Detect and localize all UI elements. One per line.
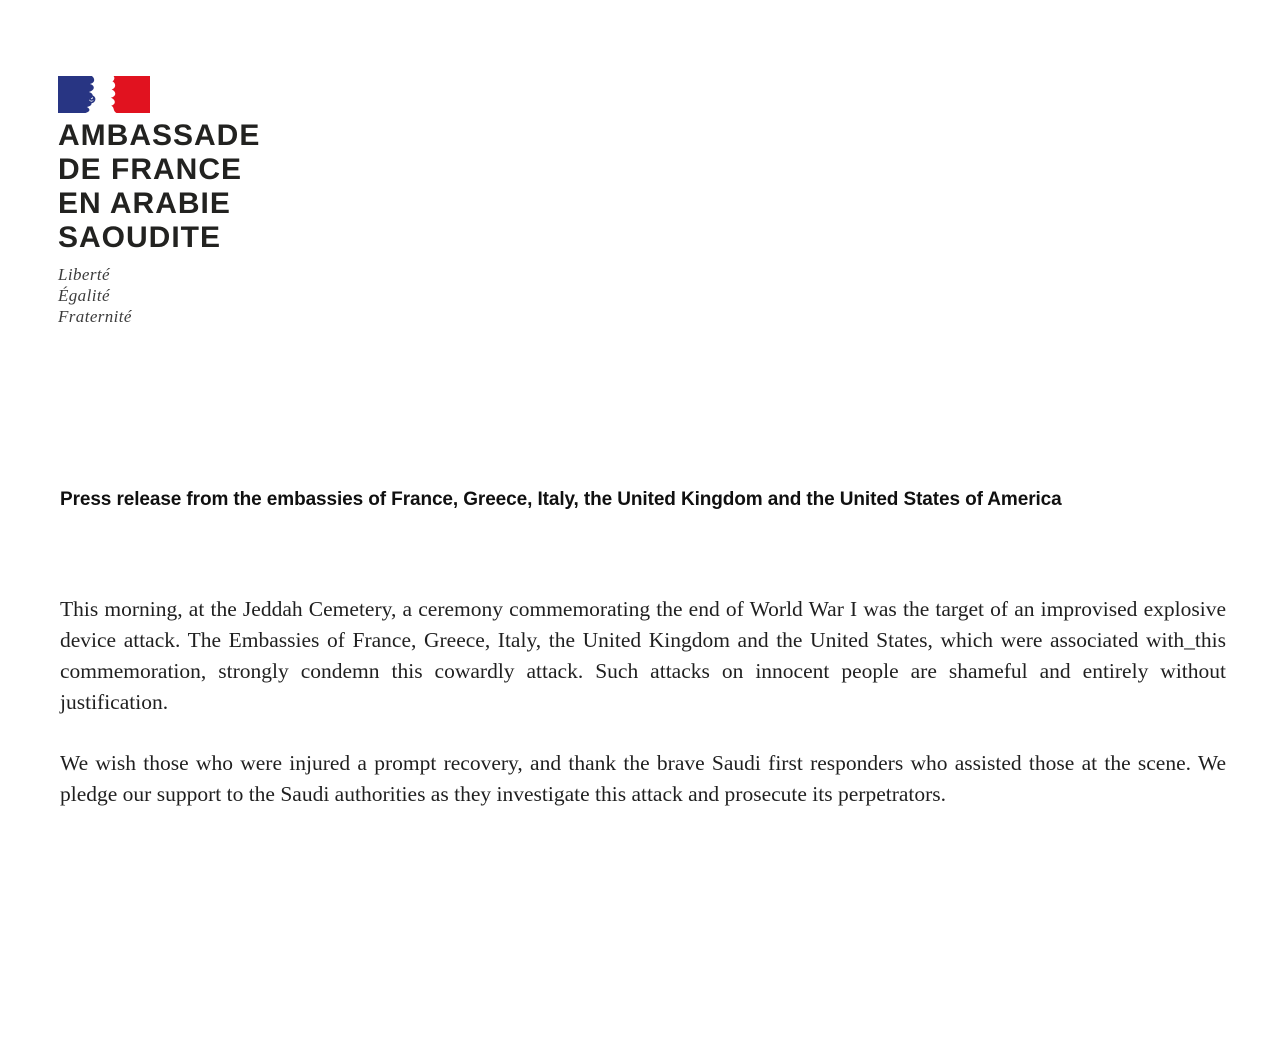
motto-line: Fraternité: [58, 307, 132, 326]
paragraph-2: We wish those who were injured a prompt recovery, and thank the brave Saudi first responders who assisted those at the scene. We pledge our support to the Saudi authorities as they investigate this attack and prosecute its perpetrators.: [60, 751, 1226, 806]
embassy-name: [58, 119, 260, 255]
embassy-name-line: DE FRANCE: [58, 153, 243, 186]
embassy-name-line: EN ARABIE: [58, 187, 231, 220]
motto-line: Liberté: [58, 265, 110, 284]
embassy-name-line: SAOUDITE: [58, 221, 222, 254]
embassy-logo: [58, 76, 260, 327]
republic-motto: [58, 264, 260, 327]
french-flag-icon: [58, 76, 150, 114]
motto-line: Égalité: [58, 286, 110, 305]
press-release-title: Press release from the embassies of France, Greece, Italy, the United Kingdom and the United States of America: [60, 489, 1062, 510]
paragraph-1: This morning, at the Jeddah Cemetery, a ceremony commemorating the end of World War I was the target of an improvised explosive device attack. The Embassies of France, Greece, Italy, the United Kingdom and the United States, which were associated with_this commemoration, strongly condemn this cowardly attack. Such attacks on innocent people are shameful and entirely without justification.: [60, 597, 1226, 714]
embassy-name-line: AMBASSADE: [58, 119, 261, 152]
